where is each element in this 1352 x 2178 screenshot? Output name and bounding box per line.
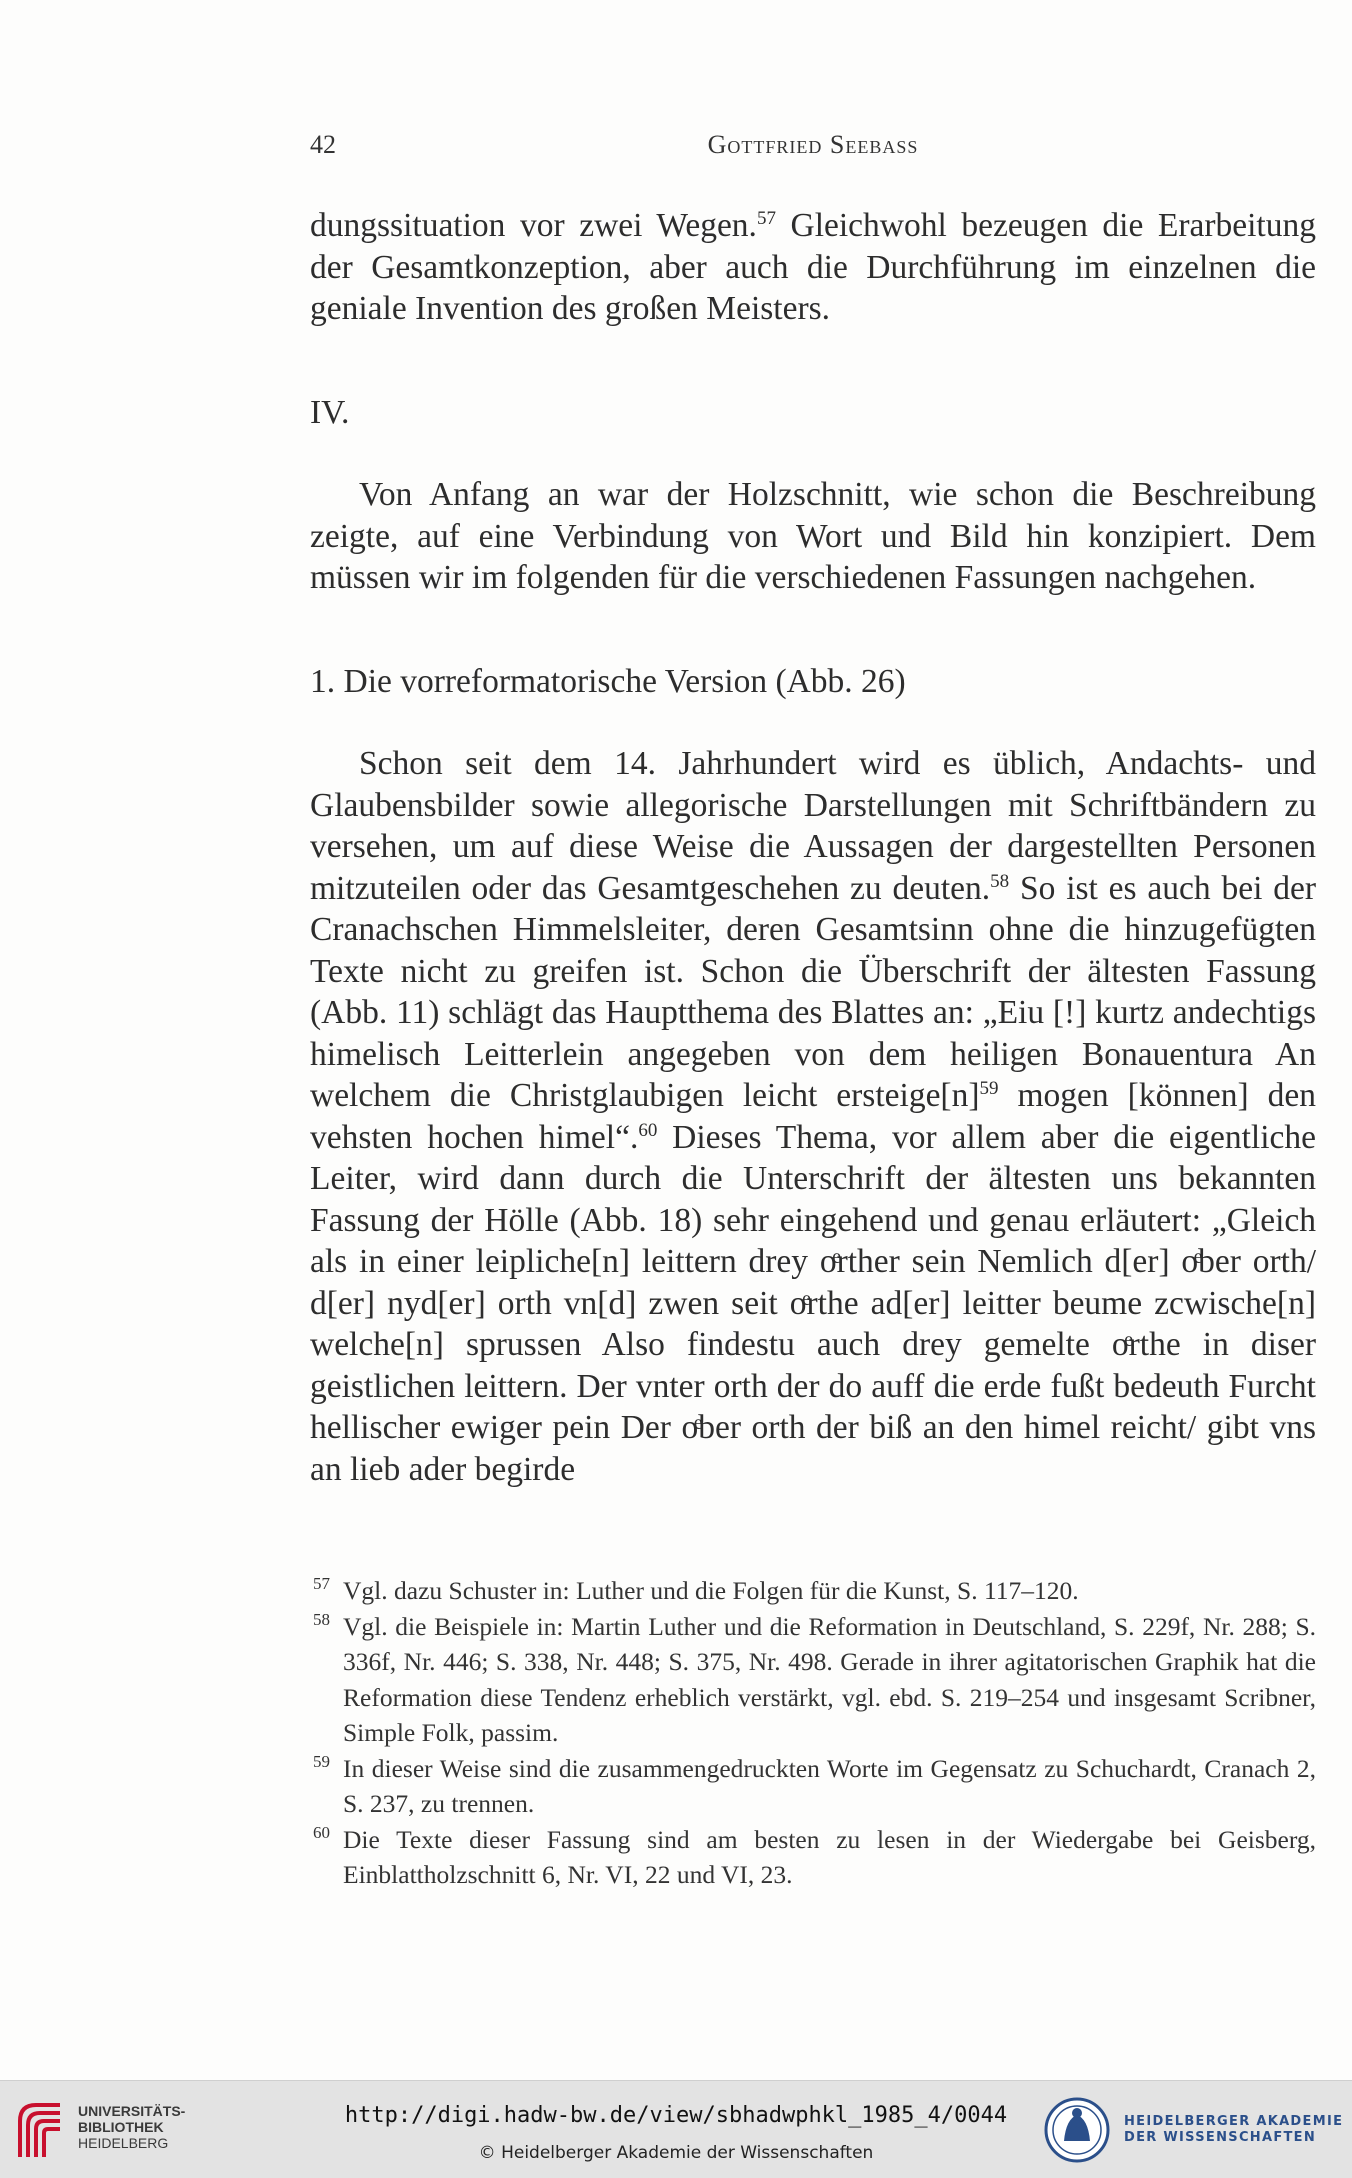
footnote-number: 58 (313, 1609, 330, 1629)
university-library-name: UNIVERSITÄTS- BIBLIOTHEK HEIDELBERG (78, 2103, 186, 2151)
copyright-notice: © Heidelberger Akademie der Wissenschaften (478, 2143, 874, 2163)
footnote-ref-58[interactable]: 58 (990, 870, 1010, 892)
subsection-heading: 1. Die vorreformatorische Version (Abb. 26) (310, 662, 906, 700)
paragraph-1: dungssituation vor zwei Wegen.$^{57}$ Gleichwohl bezeugen die Erarbeitung der Gesamtkonzeption, aber auch die Durchführung im einzelnen die geniale Invention des großen Meisters. (310, 207, 1316, 327)
footnote-ref-60[interactable]: 60 (638, 1119, 658, 1141)
paragraph-3: Schon seit dem 14. Jahrhundert wird es üblich, Andachts- und Glaubensbilder sowie allegorische Darstellungen mit Schriftbändern zu versehen, um auf diese Weise die Aussagen der dargestellten Personen mitzuteilen oder das Gesamtgeschehen zu deuten.$^{58}$ So ist es auch bei der Cranachschen Himmelsleiter, deren Gesamtsinn ohne die hinzugefügten Texte nicht zu greifen ist. Schon die Überschrift der ältesten Fassung (Abb. 11) schlägt das Hauptthema des Blattes an: „Eiu [!] kurtz andechtigs himelisch Leitterlein angegeben von dem heiligen Bonauentura An welchem die Christglaubigen leicht $ersteige[n]^{59}$ mogen [können] den vehsten hochen himel“.$^{60}$ Dieses Thema, vor allem aber die eigentliche Leiter, wird dann durch die Unterschrift der ältesten uns bekannten Fassung der Hölle (Abb. 18) sehr eingehend und genau erläutert: „Gleich als in einer leipliche[n] leittern drey oͤrther sein Nemlich d[er] oͤber orth/ d[er] nyd[er] orth vn[d] zwen seit oͤrthe ad[er] leitter beume zcwische[n] welche[n] sprussen Also findestu auch drey gemelte oͤrthe in diser geistlichen leittern. Der vnter orth der do auff die erde fußt bedeuth Furcht hellischer ewiger pein Der oͤber orth der biß an den himel reicht/ gibt vns an lieb ader begirde (310, 745, 1316, 1488)
academy-seal-icon[interactable] (1044, 2097, 1110, 2163)
footnote: 57 Vgl. dazu Schuster in: Luther und die Folgen für die Kunst, S. 117–120. (310, 1573, 1316, 1609)
page-number: 42 (310, 130, 336, 159)
permalink[interactable]: http://digi.hadw-bw.de/view/sbhadwphkl_1985_4/0044 (344, 2103, 1008, 2128)
paragraph-2: Von Anfang an war der Holzschnitt, wie schon die Beschreibung zeigte, auf eine Verbindung von Wort und Bild hin konzipiert. Dem müssen wir im folgenden für die verschiedenen Fassungen nachgehen. (310, 476, 1316, 596)
viewer-footer (0, 2080, 1352, 2178)
section-heading: IV. (310, 393, 350, 431)
footnote-ref-59[interactable]: 59 (979, 1077, 999, 1099)
footnote-ref-57[interactable]: 57 (756, 207, 776, 229)
footnote: 59 In dieser Weise sind die zusammengedruckten Worte im Gegensatz zu Schuchardt, Cranach 2, S. 237, zu trennen. (310, 1751, 1316, 1822)
page-header (310, 130, 1316, 170)
footnote-number: 59 (313, 1751, 330, 1771)
footnote: 58 Vgl. die Beispiele in: Martin Luther und die Reformation in Deutschland, S. 229f, Nr. 288; S. 336f, Nr. 446; S. 338, Nr. 448; S. 375, Nr. 498. Gerade in ihrer agitatorischen Graphik hat die Reformation diese Tendenz erheblich verstärkt, vgl. ebd. S. 219–254 und insgesamt Scribner, Simple Folk, passim. (310, 1609, 1316, 1751)
footnotes (310, 1573, 1316, 1893)
running-title: Gottfried Seebass (707, 130, 919, 159)
footnote-number: 60 (313, 1822, 330, 1842)
footnote-number: 57 (313, 1574, 330, 1593)
academy-name: HEIDELBERGER AKADEMIE DER WISSENSCHAFTEN (1124, 2114, 1344, 2145)
body-text (310, 205, 1316, 1490)
footnote: 60 Die Texte dieser Fassung sind am besten zu lesen in der Wiedergabe bei Geisberg, Einblattholzschnitt 6, Nr. VI, 22 und VI, 23. (310, 1822, 1316, 1893)
